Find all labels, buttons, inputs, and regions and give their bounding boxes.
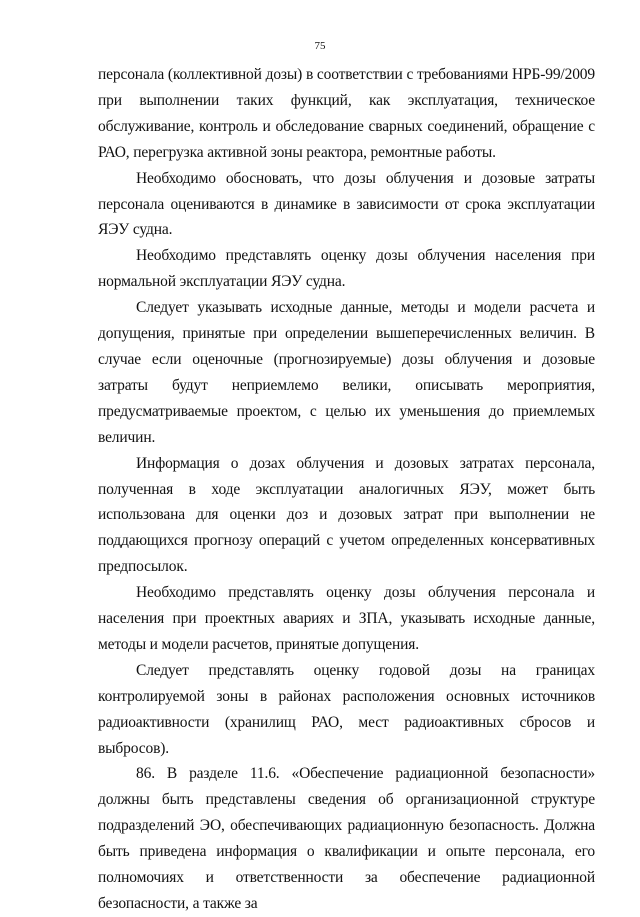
paragraph-accident-dose: Необходимо представлять оценку дозы облучения персонала и населения при проектных авариях и ЗПА, указывать исходные данные, методы и модели расчетов, принятые допущения. [98,584,595,653]
paragraph-input-data: Следует указывать исходные данные, методы и модели расчета и допущения, принятые при определении вышеперечисленных величин. В случае если оценочные (прогнозируемые) дозы облучения и дозовые затраты будут неприемлемо велики, описывать мероприятия, предусматриваемые проектом, с целью их уменьшения до приемлемых величин. [98,299,595,446]
page-number: 75 [314,40,326,52]
paragraph-population-dose: Необходимо представлять оценку дозы облучения населения при нормальной эксплуатации ЯЭУ судна. [98,247,595,291]
paragraph-continued: персонала (коллективной дозы) в соответствии с требованиями НРБ-99/2009 при выполнении таких функций, как эксплуатация, техническое обслуживание, контроль и обследование сварных соединений, обращение с РАО, перегрузка активной зоны реактора, ремонтные работы. [98,66,595,161]
document-body [98,62,595,917]
paragraph-annual-dose: Следует представлять оценку годовой дозы на границах контролируемой зоны в районах расположения основных источников радиоактивности (хранилищ РАО, мест радиоактивных сбросов и выбросов). [98,661,595,757]
paragraph-section-86: 86. В разделе 11.6. «Обеспечение радиационной безопасности» должны быть представлены сведения об организационной структуре подразделений ЭО, обеспечивающих радиационную безопасность. Должна быть приведена информация о квалификации и опыте персонала, его полномочиях и ответственности за обеспечение радиационной безопасности, а также за [98,765,595,912]
paragraph-analogous-reactors: Информация о дозах облучения и дозовых затратах персонала, полученная в ходе эксплуатации аналогичных ЯЭУ, может быть использована для оценки доз и дозовых затрат при выполнении не поддающихся прогнозу операций с учетом определенных консервативных предпосылок. [98,454,595,576]
paragraph-dose-dynamics: Необходимо обосновать, что дозы облучения и дозовые затраты персонала оцениваются в динамике в зависимости от срока эксплуатации ЯЭУ судна. [98,169,595,239]
